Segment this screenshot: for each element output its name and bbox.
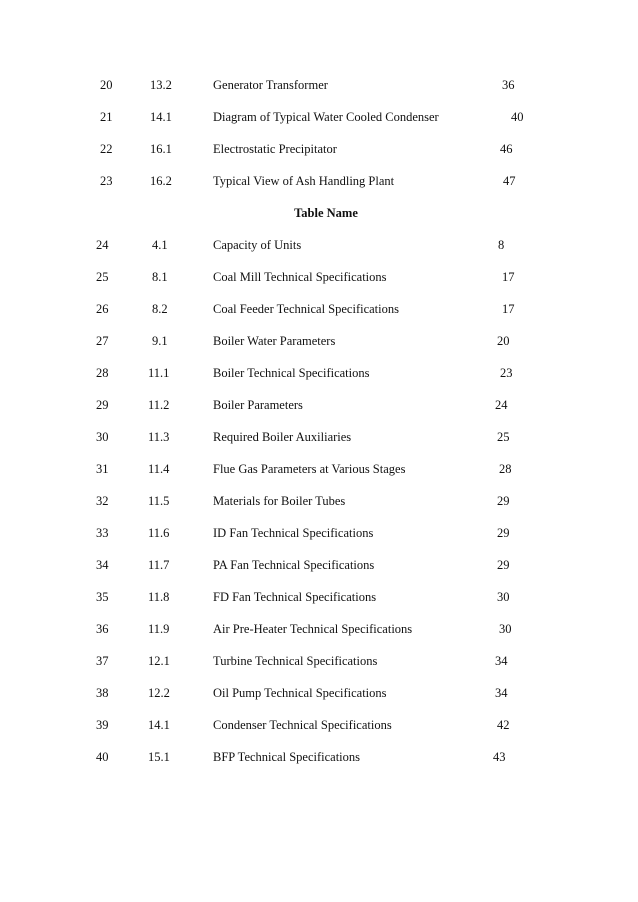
page-number: 17 [502, 270, 515, 284]
serial-number: 28 [96, 366, 109, 380]
page-number: 34 [495, 654, 508, 668]
page-number: 8 [498, 238, 505, 252]
list-item [0, 652, 638, 670]
item-number: 11.2 [148, 398, 170, 412]
item-number: 16.2 [150, 174, 172, 188]
list-item [0, 332, 638, 350]
item-name: Boiler Technical Specifications [213, 366, 370, 380]
page-number: 23 [500, 366, 513, 380]
serial-number: 32 [96, 494, 109, 508]
serial-number: 40 [96, 750, 109, 764]
list-item [0, 108, 638, 126]
item-name: Oil Pump Technical Specifications [213, 686, 387, 700]
page-number: 34 [495, 686, 508, 700]
list-item [0, 172, 638, 190]
item-name: Diagram of Typical Water Cooled Condenser [213, 110, 439, 124]
list-item [0, 236, 638, 254]
page-number: 29 [497, 526, 510, 540]
page-number: 29 [497, 494, 510, 508]
page-number: 36 [502, 78, 515, 92]
item-name: Turbine Technical Specifications [213, 654, 378, 668]
serial-number: 30 [96, 430, 109, 444]
list-item [0, 620, 638, 638]
list-item [0, 588, 638, 606]
page-number: 28 [499, 462, 512, 476]
list-item [0, 396, 638, 414]
item-number: 8.2 [152, 302, 168, 316]
serial-number: 25 [96, 270, 109, 284]
item-number: 11.4 [148, 462, 170, 476]
serial-number: 34 [96, 558, 109, 572]
list-item [0, 364, 638, 382]
item-name: Materials for Boiler Tubes [213, 494, 346, 508]
list-item [0, 748, 638, 766]
item-name: Boiler Water Parameters [213, 334, 336, 348]
item-name: Air Pre-Heater Technical Specifications [213, 622, 413, 636]
item-name: Coal Mill Technical Specifications [213, 270, 387, 284]
section-heading: Table Name [294, 206, 358, 220]
item-name: Flue Gas Parameters at Various Stages [213, 462, 406, 476]
serial-number: 29 [96, 398, 109, 412]
list-item [0, 556, 638, 574]
item-name: Typical View of Ash Handling Plant [213, 174, 395, 188]
item-number: 11.3 [148, 430, 170, 444]
serial-number: 35 [96, 590, 109, 604]
serial-number: 23 [100, 174, 113, 188]
page-number: 25 [497, 430, 510, 444]
item-number: 12.1 [148, 654, 170, 668]
list-item [0, 684, 638, 702]
item-number: 9.1 [152, 334, 168, 348]
serial-number: 24 [96, 238, 109, 252]
serial-number: 26 [96, 302, 109, 316]
page-number: 47 [503, 174, 516, 188]
item-number: 16.1 [150, 142, 172, 156]
page-number: 40 [511, 110, 524, 124]
page-number: 43 [493, 750, 506, 764]
item-number: 11.8 [148, 590, 170, 604]
serial-number: 33 [96, 526, 109, 540]
item-number: 14.1 [148, 718, 170, 732]
serial-number: 27 [96, 334, 109, 348]
serial-number: 38 [96, 686, 109, 700]
item-name: ID Fan Technical Specifications [213, 526, 374, 540]
list-item [0, 460, 638, 478]
serial-number: 22 [100, 142, 113, 156]
item-name: Capacity of Units [213, 238, 302, 252]
serial-number: 36 [96, 622, 109, 636]
list-item [0, 268, 638, 286]
item-number: 4.1 [152, 238, 168, 252]
item-number: 14.1 [150, 110, 172, 124]
item-number: 11.9 [148, 622, 170, 636]
page-number: 30 [499, 622, 512, 636]
item-number: 11.5 [148, 494, 170, 508]
list-item [0, 76, 638, 94]
list-item [0, 428, 638, 446]
list-item [0, 716, 638, 734]
item-name: Coal Feeder Technical Specifications [213, 302, 399, 316]
item-name: Boiler Parameters [213, 398, 303, 412]
item-number: 11.1 [148, 366, 170, 380]
item-number: 8.1 [152, 270, 168, 284]
page-number: 24 [495, 398, 508, 412]
page-number: 30 [497, 590, 510, 604]
serial-number: 31 [96, 462, 109, 476]
item-name: Condenser Technical Specifications [213, 718, 392, 732]
item-name: Required Boiler Auxiliaries [213, 430, 352, 444]
serial-number: 37 [96, 654, 109, 668]
item-number: 13.2 [150, 78, 172, 92]
page-number: 29 [497, 558, 510, 572]
page-number: 17 [502, 302, 515, 316]
list-item [0, 300, 638, 318]
item-number: 11.6 [148, 526, 170, 540]
item-name: Electrostatic Precipitator [213, 142, 337, 156]
serial-number: 21 [100, 110, 113, 124]
list-item [0, 524, 638, 542]
serial-number: 39 [96, 718, 109, 732]
item-number: 12.2 [148, 686, 170, 700]
page-number: 46 [500, 142, 513, 156]
page-number: 20 [497, 334, 510, 348]
item-name: Generator Transformer [213, 78, 328, 92]
list-item [0, 492, 638, 510]
list-item [0, 140, 638, 158]
page-number: 42 [497, 718, 510, 732]
serial-number: 20 [100, 78, 113, 92]
item-number: 11.7 [148, 558, 170, 572]
item-name: FD Fan Technical Specifications [213, 590, 377, 604]
item-name: BFP Technical Specifications [213, 750, 361, 764]
item-number: 15.1 [148, 750, 170, 764]
item-name: PA Fan Technical Specifications [213, 558, 375, 572]
